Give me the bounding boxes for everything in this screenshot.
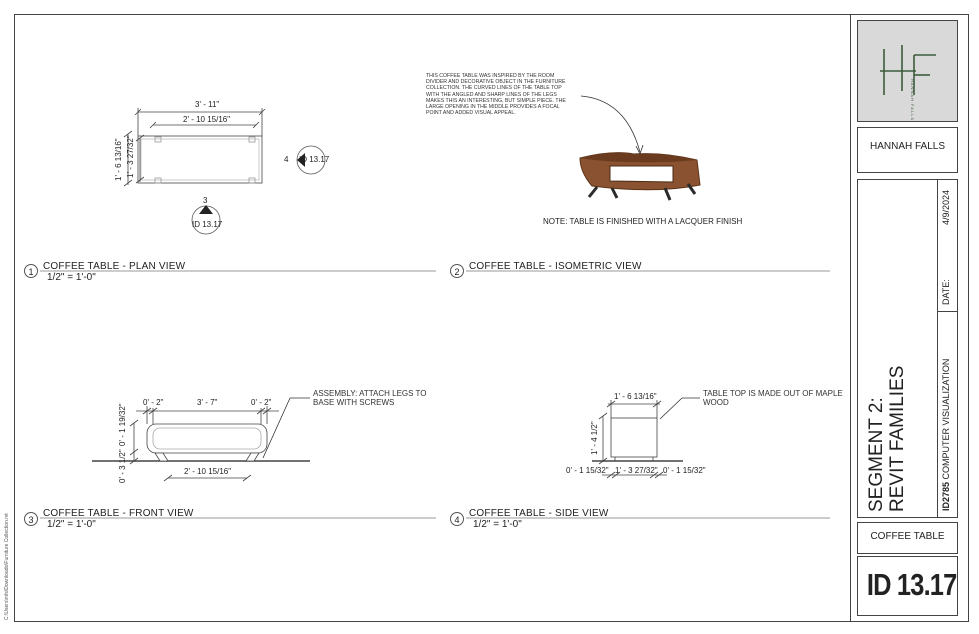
plan-tag-4-ref: ID 13.17 [299,155,330,164]
sheet-number-box [857,556,958,616]
segment-line-2: REVIT FAMILIES [887,365,908,512]
logo-box [857,20,958,122]
plan-tag-3-ref: ID 13.17 [192,220,223,229]
file-path: C:\Users\mfs\Downloads\Furniture Collection.rvt [4,513,10,620]
side-dim-top: 1' - 6 13/16" [614,392,657,401]
company-box [857,127,958,173]
front-dim-center: 3' - 7" [197,398,218,407]
side-dim-height: 1' - 4 1/2" [590,421,599,455]
hf-logo-icon [858,21,957,121]
plan-dim-inner-depth: 1' - 3 27/32" [126,135,135,178]
view-scale-3: 1/2" = 1'-0" [47,519,96,530]
logo-caption: HANNAH FALLS [910,79,915,122]
front-dim-right-leg: 0' - 2" [251,398,272,407]
side-top-note: TABLE TOP IS MADE OUT OF MAPLE WOOD [703,389,843,407]
side-dim-bottom-right: 0' - 1 15/32" [663,466,706,475]
front-dim-left-leg: 0' - 2" [143,398,164,407]
front-dim-leg-height: 0' - 3 1/2" [118,449,127,483]
plan-tag-3-number: 3 [203,196,208,205]
sheet-name: COFFEE TABLE [870,531,945,542]
project-info-box [857,179,958,518]
side-dim-bottom-left: 0' - 1 15/32" [566,466,609,475]
inspiration-note: THIS COFFEE TABLE WAS INSPIRED BY THE ROOM DIVIDER AND DECORATIVE OBJECT IN THE FURNITURE COLLECTION. THE CURVED LINES OF THE TABLE TOP WITH THE ANGLED AND SHARP LINES OF THE LEGS MAKES THIS AN INTERESTING, BUT SIMPLE PIECE. THE LARGE OPENING IN THE MIDDLE PROVIDES A FOCAL POINT AND ADDED VISUAL APPEAL. [426,73,566,117]
segment-line-1: SEGMENT 2: [866,397,887,512]
assembly-note: ASSEMBLY: ATTACH LEGS TO BASE WITH SCREWS [313,389,427,407]
view-scale-4: 1/2" = 1'-0" [473,519,522,530]
course-name: COMPUTER VISUALIZATION [941,358,951,480]
date-value: 4/9/2024 [941,189,951,225]
view-title-4: COFFEE TABLE - SIDE VIEW [469,508,609,519]
plan-dim-overall-width: 3' - 11" [195,100,220,109]
view-number-2: 2 [450,264,464,278]
view-title-2: COFFEE TABLE - ISOMETRIC VIEW [469,261,642,272]
company-name: HANNAH FALLS [869,141,946,152]
course-info [941,359,951,511]
view-number-1: 1 [24,264,38,278]
info-divider [937,180,938,517]
view-scale-1: 1/2" = 1'-0" [47,272,96,283]
plan-dim-overall-depth: 1' - 6 13/16" [114,138,123,181]
view-title-1: COFFEE TABLE - PLAN VIEW [43,261,186,272]
front-dim-bottom: 2' - 10 15/16" [184,467,232,476]
view-title-3: COFFEE TABLE - FRONT VIEW [43,508,194,519]
plan-tag-4-number: 4 [284,155,289,164]
sheet-name-box [857,522,958,554]
view-number-4: 4 [450,512,464,526]
front-dim-height: 0' - 1 19/32" [118,403,127,446]
date-label: DATE: [941,279,951,305]
sheet-number: ID 13.17 [866,567,957,602]
plan-dim-inner-width: 2' - 10 15/16" [183,115,231,124]
side-dim-bottom-center: 1' - 3 27/32" [615,466,658,475]
segment-title [866,366,908,512]
course-code: ID2785 [941,481,951,511]
date-divider [937,311,957,312]
view-number-3: 3 [24,512,38,526]
isometric-view-drawing [580,96,700,200]
finish-note: NOTE: TABLE IS FINISHED WITH A LACQUER FINISH [543,217,743,226]
